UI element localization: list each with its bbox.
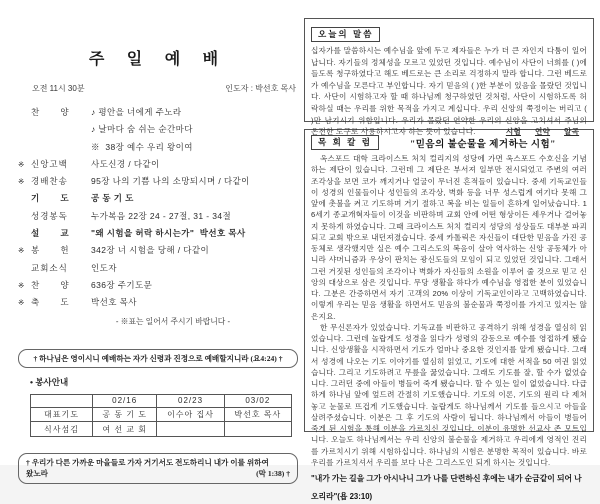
service-section-title: • 봉사안내 xyxy=(30,376,69,387)
service-table-header-cell: 02/23 xyxy=(157,394,224,407)
order-content: ♪ 날마다 숨 쉬는 순간마다 xyxy=(91,124,193,135)
service-meta xyxy=(32,83,296,94)
order-star: ※ xyxy=(18,159,25,169)
todays-word-text: 십자가를 말씀하시는 예수님을 앞에 두고 제자들은 누가 더 큰 자인지 다툼이 일어납니다. 자기들의 정체성을 모르고 있었던 것입니다. 예수님이 사단이 너희를 ( )에 들도록 청구하였다고 해도 베드로는 큰 소리로 걱정하지 말라 합니다. 그런 베드로가 예수님을 모른다고 부인합니다. 자기 믿음의 ( )한 부분이 있음을 몰랐던 것입니다. 사단이 시험하고자 할 때 하나님께 청구하였던 것처럼, 사단이 시험하도록 허락하실 때는 우리를 위한 목적을 가지고 계십니다. 우리 신앙의 쭉정이는 버리고 ( )만 남기시기 위함입니다. 우리가 몰랐던 연약한 우리의 신앙을 고치셔서 주님의 온전한 도구로 사용하시고자 하는 뜻이 있습니다. xyxy=(311,46,587,137)
order-content: 95장 나의 기쁨 나의 소망되시며 / 다같이 xyxy=(91,176,250,187)
service-table-header-cell: 02/16 xyxy=(93,394,157,407)
service-table-row xyxy=(31,407,292,422)
order-row xyxy=(18,227,298,244)
order-row xyxy=(18,123,298,140)
worship-order-page xyxy=(18,18,298,484)
todays-word-label: 오늘의 말씀 xyxy=(311,27,380,42)
pastoral-column-box xyxy=(304,129,594,501)
service-table-cell xyxy=(157,422,224,437)
service-table-header-cell: 03/02 xyxy=(224,394,291,407)
service-table-cell: 대표기도 xyxy=(31,407,93,422)
order-content: 636장 주기도문 xyxy=(91,279,153,290)
order-label: 찬 양 xyxy=(31,279,70,290)
message-page xyxy=(304,18,594,501)
order-label: 교회소식 xyxy=(31,262,68,273)
order-row xyxy=(18,279,298,296)
service-time: 오전 11시 30분 xyxy=(32,84,85,93)
todays-word-answer: 연약 xyxy=(534,127,551,137)
todays-word-body xyxy=(311,45,587,138)
verse-bottom-line1: † 우리가 다른 가까운 마을들로 가자 거기서도 전도하리니 내가 이를 위하여 xyxy=(26,457,269,467)
order-star: ※ xyxy=(18,177,25,187)
service-table-cell: 공 동 기 도 xyxy=(93,407,157,422)
order-content: ※ 38장 예수 우리 왕이여 xyxy=(91,141,193,152)
service-table-header-row xyxy=(31,394,292,407)
service-table-cell xyxy=(224,422,291,437)
column-paragraph: 한 무신론자가 있었습니다. 기독교를 비판하고 공격하기 위해 성경을 열심히 읽었습니다. 그런데 놀랍게도 성경을 읽다가 성령의 감동으로 예수를 영접하게 됐습니다. 신앙생활을 시작하면서 기도가 얼마나 중요한 것인지를 알게 됐습니다. 그래서 성경에 나오는 기도 이야기를 열심히 읽었고, 기도에 대한 서적을 50 여권 읽었습니다. 그리고 기도하려고 무릎을 꿇었습니다. 그래도 기도를 잘, 할 수가 없었습니다. 그러던 중에 아들이 병들어 죽게 됐습니다. 할 수 있는 일이 없었습니다. 다급하게 하나님 앞에 엎드려 간절히 기도했습니다. 기도의 이론, 기도의 원리 다 제쳐놓고 눈물로 뜨겁게 기도했습니다. 놀랍게도 하나님께서 기도를 들으시고 아들을 살려주셨습니다. 이분은 그 후 기도의 사람이 됩니다. 하나님께서 아들이 병들어 죽게 된 시험을 통해 이분을 가르치신 것입니다. 이분이 유명한 선교사 존 모트입니다. 오늘도 하나님께서는 우리 신앙의 불순물을 제거하고 우리에게 영적인 진리를 가르치시기 위해 시험하십니다. 하나님의 시험은 분명한 목적이 있습니다. 바로 우리를 가르치셔서 우리를 보다 나은 그리스도인 되게 하시는 것입니다. xyxy=(311,322,587,467)
service-table-body xyxy=(31,407,292,436)
order-content: 박선호 목사 xyxy=(91,297,137,308)
verse-box-top: † 하나님은 영이시니 예배하는 자가 신령과 진정으로 예배할지니라 (요4:24) † xyxy=(18,349,298,368)
page-title: 주 일 예 배 xyxy=(88,51,228,68)
service-table-cell: 박선호 목사 xyxy=(224,407,291,422)
order-star: ※ xyxy=(18,246,25,256)
order-content: 사도신경 / 다같이 xyxy=(91,158,160,169)
order-label: 성경봉독 xyxy=(31,210,68,221)
worship-order xyxy=(18,106,298,314)
order-label: 봉 헌 xyxy=(31,245,70,256)
column-header xyxy=(311,135,587,150)
column-closing-verse: "내가 가는 길을 그가 아시나니 그가 나를 단련하신 후에는 내가 순금같이 되어 나오리라"(욥 23:10) xyxy=(311,474,582,501)
todays-word-answer: 시험 xyxy=(505,127,521,137)
todays-word-box xyxy=(304,18,594,137)
service-table-cell: 식사섬김 xyxy=(31,422,93,437)
order-content: ♪ 평안을 너에게 주노라 xyxy=(91,107,182,117)
verse-bottom-text: 왔노라 xyxy=(26,469,49,479)
service-table-row xyxy=(31,422,292,437)
stand-note: - ※표는 일어서 주시기 바랍니다 - xyxy=(115,316,231,326)
todays-word-answer: 알곡 xyxy=(564,127,580,137)
verse-box-bottom xyxy=(18,453,298,484)
order-content: 누가복음 22장 24 - 27절, 31 - 34절 xyxy=(91,210,232,221)
column-title: "믿음의 불순물을 제거하는 시험" xyxy=(409,139,556,150)
order-row xyxy=(18,210,298,227)
service-table-head xyxy=(31,394,292,407)
column-label: 목 회 칼 럼 xyxy=(311,135,379,150)
verse-bottom-line2 xyxy=(26,468,290,479)
order-row xyxy=(18,158,298,175)
order-star: ※ xyxy=(18,280,25,290)
order-label: 신앙고백 xyxy=(31,158,68,169)
order-label: 축 도 xyxy=(31,297,70,308)
order-label: 설 교 xyxy=(31,228,70,239)
order-content: 342장 너 시험을 당해 / 다같이 xyxy=(91,245,210,256)
service-table-header-cell xyxy=(31,394,93,407)
service-table-cell: 여 선 교 회 xyxy=(93,422,157,437)
order-content: 인도자 xyxy=(91,262,117,273)
order-row xyxy=(18,175,298,192)
order-label: 기 도 xyxy=(31,193,70,204)
order-row xyxy=(18,262,298,279)
order-row xyxy=(18,106,298,123)
order-content: "왜 시험을 허락 하시는가" 박선호 목사 xyxy=(91,228,246,239)
order-content: 공 동 기 도 xyxy=(91,193,134,204)
column-paragraph: 옥스포드 대학 크라이스트 처치 컬리지의 성당에 가면 옥스포드 수호신을 기념하는 제단이 있습니다. 그런데 그 제단은 부서져 일부만 전시되었고 주변의 여러 조각상을 보면 코가 깨지거나 얼굴이 무너진 흔적들이 있습니다. 중세 기독교인들이 성경의 인물들이나 성인들의 조각상, 벽화 등을 너무 성스럽게 여기다 못해 그 앞에 촛불을 켜고 기도하며 거기 절하고 복을 비는 일들이 흔하게 일어났습니다. 16세기 종교개혁자들이 이것을 비판하며 교회 안에 어떤 형상이든 세우거나 걸어놓지 못하게 하였습니다. 그때 크라이스트 처치 컬리지 성당의 성상들도 대부분 파괴되고 교회 밖으로 내던져졌습니다. 중세 카톨릭은 자신들이 대단한 믿음을 가진 공동체로 생각했지만 실은 예수 그리스도의 복음이 살아 역사하는 신앙 공동체가 아니라 샤머니즘과 우상이 판치는 광신도들의 모임이 되고 있었던 것입니다. 그래서 그런 거짓된 성인들의 조각이나 벽화가 자신들의 소원을 이루어 줄 것으로 믿고 신앙의 대상으로 삼은 것입니다. 무당 생활을 하다가 예수님을 영접한 분이 있었습니다. 그분은 간증하면서 자기 고객의 20% 이상이 기독교인이라고 고백하였습니다. 이렇게 우리는 믿음 생활을 하면서도 믿음의 불순물과 쭉정이를 가지고 있지는 않은지요. xyxy=(311,154,587,321)
order-label: 찬 양 xyxy=(31,107,70,117)
order-row xyxy=(18,141,298,158)
service-table-cell: 이수아 집사 xyxy=(157,407,224,422)
verse-bottom-reference: (막 1:38) † xyxy=(256,469,290,479)
service-schedule-table xyxy=(30,394,292,437)
order-label: 경배찬송 xyxy=(31,176,68,187)
order-row xyxy=(18,244,298,261)
service-leader: 인도자 : 박선호 목사 xyxy=(225,84,296,93)
order-row xyxy=(18,192,298,209)
column-body xyxy=(311,153,587,504)
order-star: ※ xyxy=(18,298,25,308)
order-row xyxy=(18,296,298,313)
